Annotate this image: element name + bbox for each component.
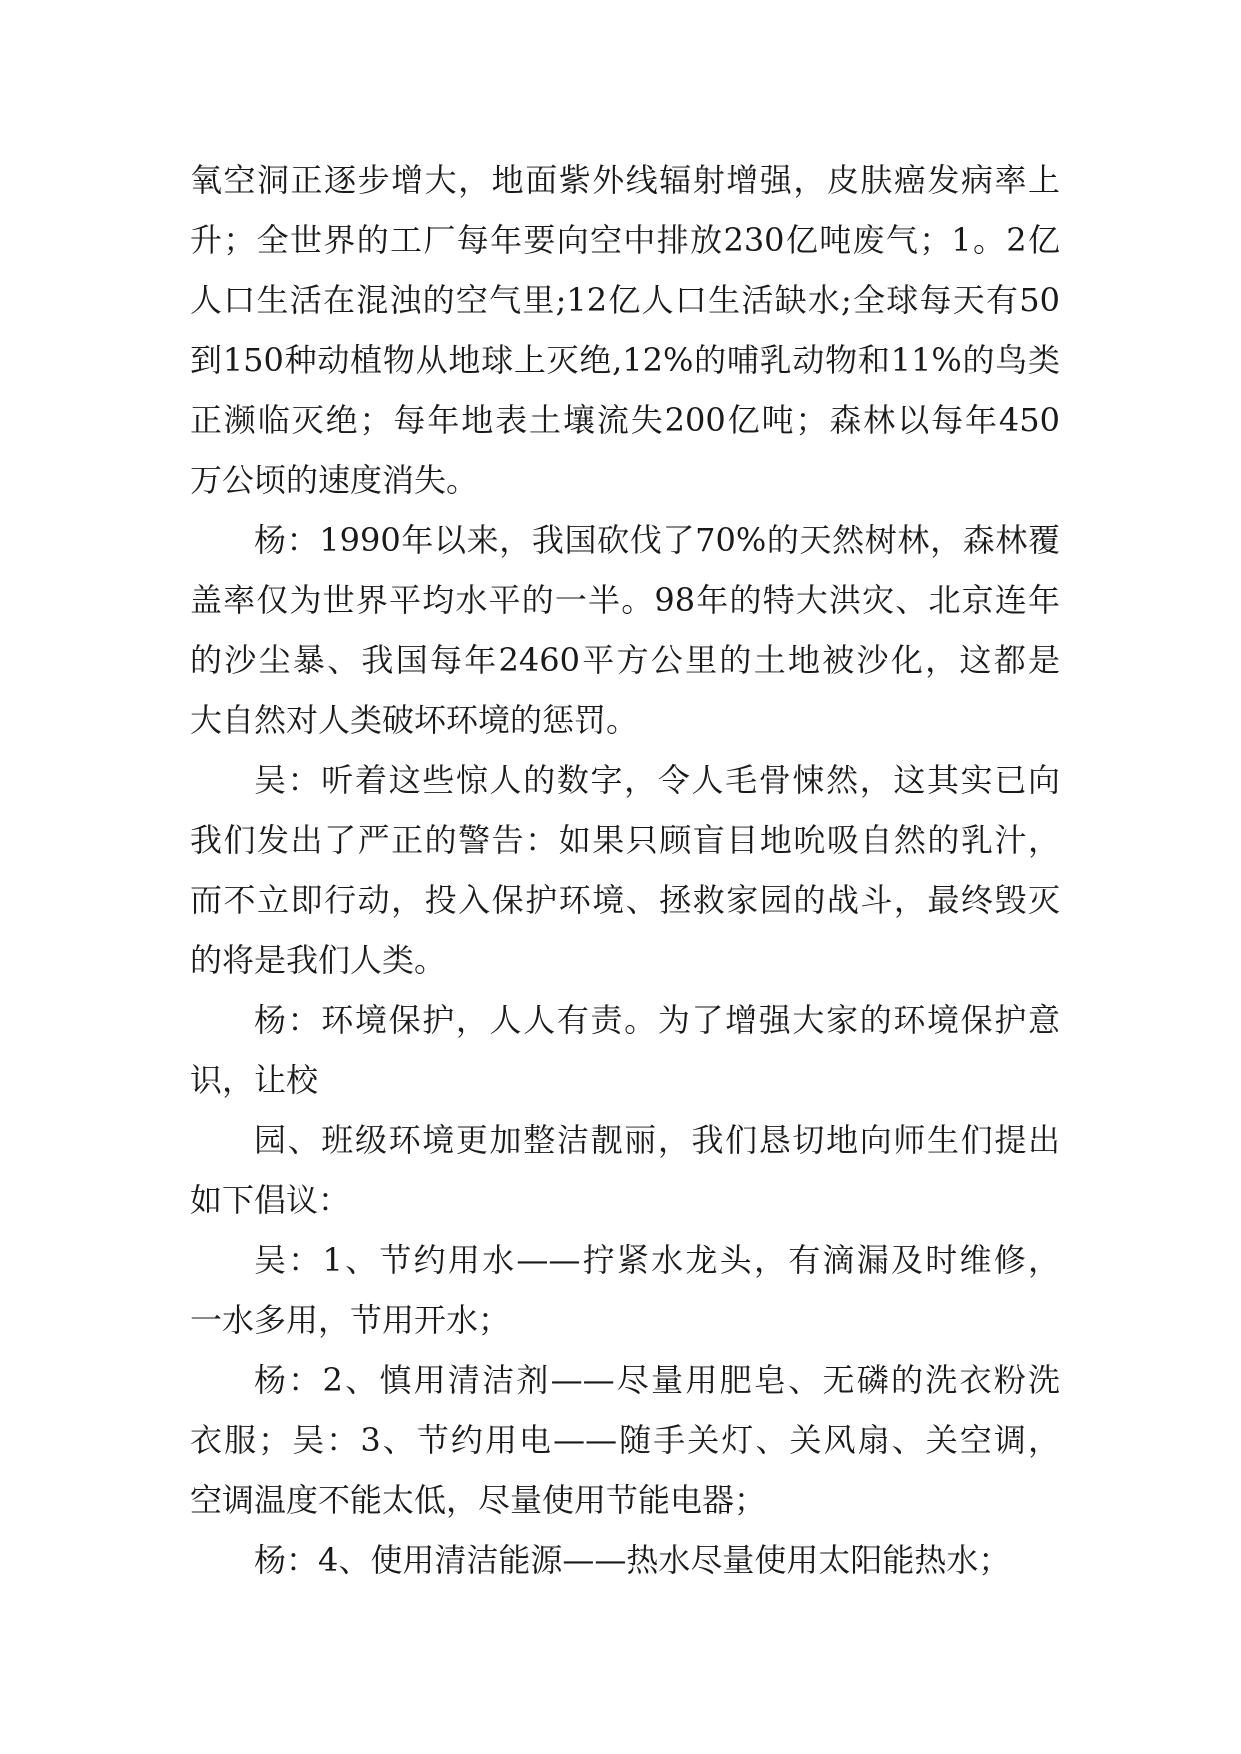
text-line: 杨：环境保护，人人有责。为了增强大家的环境保护意 bbox=[254, 1001, 1060, 1039]
text-line: 如下倡议： bbox=[190, 1181, 351, 1219]
text-line: 我们发出了严正的警告：如果只顾盲目地吮吸自然的乳汁， bbox=[190, 821, 1060, 859]
text-line: 杨：4、使用清洁能源——热水尽量使用太阳能热水； bbox=[254, 1541, 1011, 1579]
text-line: 到150种动植物从地球上灭绝,12%的哺乳动物和11%的鸟类 bbox=[190, 341, 1060, 379]
text-line: 吴：听着这些惊人的数字，令人毛骨悚然，这其实已向 bbox=[254, 761, 1060, 799]
text-line: 正濒临灭绝；每年地表土壤流失200亿吨；森林以每年450 bbox=[190, 401, 1060, 439]
body-text bbox=[190, 150, 1060, 1590]
text-line: 而不立即行动，投入保护环境、拯救家园的战斗，最终毁灭 bbox=[190, 881, 1060, 919]
text-line: 升；全世界的工厂每年要向空中排放230亿吨废气；1。2亿 bbox=[190, 221, 1060, 259]
text-line: 氧空洞正逐步增大，地面紫外线辐射增强，皮肤癌发病率上 bbox=[190, 161, 1060, 199]
text-line: 园、班级环境更加整洁靓丽，我们恳切地向师生们提出 bbox=[254, 1121, 1060, 1159]
text-line: 吴：1、节约用水——拧紧水龙头，有滴漏及时维修， bbox=[254, 1241, 1060, 1279]
text-line: 衣服；吴：3、节约用电——随手关灯、关风扇、关空调， bbox=[190, 1421, 1060, 1459]
text-line: 识，让校 bbox=[190, 1061, 319, 1099]
text-line: 的将是我们人类。 bbox=[190, 941, 447, 979]
text-line: 杨：1990年以来，我国砍伐了70%的天然树林，森林覆 bbox=[254, 521, 1060, 559]
text-line: 人口生活在混浊的空气里;12亿人口生活缺水;全球每天有50 bbox=[190, 281, 1060, 319]
text-line: 大自然对人类破坏环境的惩罚。 bbox=[190, 701, 639, 739]
text-line: 的沙尘暴、我国每年2460平方公里的土地被沙化，这都是 bbox=[190, 641, 1060, 679]
text-line: 一水多用，节用开水； bbox=[190, 1301, 511, 1339]
text-line: 万公顷的速度消失。 bbox=[190, 461, 479, 499]
text-line: 盖率仅为世界平均水平的一半。98年的特大洪灾、北京连年 bbox=[190, 581, 1060, 619]
text-line: 杨：2、慎用清洁剂——尽量用肥皂、无磷的洗衣粉洗 bbox=[254, 1361, 1060, 1399]
text-line: 空调温度不能太低，尽量使用节能电器； bbox=[190, 1481, 767, 1519]
